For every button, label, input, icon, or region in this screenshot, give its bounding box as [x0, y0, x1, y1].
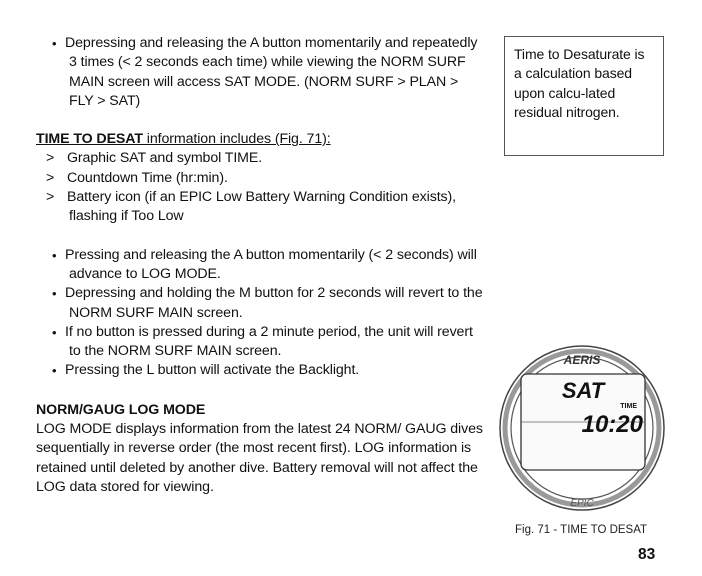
list-item-text: Battery icon (if an EPIC Low Battery Warning Condition exists), flashing if Too Low — [67, 189, 457, 225]
intro-bullet-list — [36, 34, 486, 111]
list-item: • Depressing and holding the M button for 2 seconds will revert to the NORM SURF MAIN screen. — [36, 284, 486, 323]
list-item — [36, 169, 486, 188]
time-to-desat-list — [36, 149, 486, 226]
list-item — [36, 149, 486, 168]
time-to-desat-heading — [36, 130, 486, 149]
main-text-column — [36, 34, 486, 497]
lcd-mode-text: SAT — [561, 378, 605, 403]
device-brand-bottom: EPIC — [570, 498, 594, 509]
lcd-time-label: TIME — [620, 403, 637, 410]
list-item: • Pressing and releasing the A button momentarily (< 2 seconds) will advance to LOG MODE. — [36, 246, 486, 285]
heading-rest-text: information includes (Fig. 71): — [142, 131, 331, 148]
list-marker: > — [46, 169, 55, 186]
list-item — [36, 188, 486, 227]
heading-bold-text: TIME TO DESAT — [36, 131, 143, 148]
log-mode-paragraph: LOG MODE displays information from the latest 24 NORM/ GAUG dives sequentially in reverse order (the most recent first). LOG information is retained until deleted by another dive. Battery removal will not affect the LOG data stored for viewing. — [36, 421, 483, 495]
list-item: • Pressing the L button will activate the Backlight. — [36, 361, 486, 380]
sidebar-note-text: Time to Desaturate is a calculation based upon calcu-lated residual nitrogen. — [514, 46, 645, 121]
sidebar-note — [504, 36, 664, 156]
lcd-time-value: 10:20 — [581, 411, 643, 438]
list-marker: > — [46, 189, 55, 206]
list-item-text: Countdown Time (hr:min). — [67, 169, 228, 186]
list-item: • If no button is pressed during a 2 minute period, the unit will revert to the NORM SURF MAIN screen. — [36, 323, 486, 362]
spacer — [36, 227, 486, 246]
log-mode-title: NORM/GAUG LOG MODE — [36, 401, 206, 418]
device-brand-top: AERIS — [563, 353, 601, 367]
button-bullet-list — [36, 246, 486, 381]
dive-computer-illustration — [497, 340, 667, 520]
list-item-text: Graphic SAT and symbol TIME. — [67, 150, 263, 167]
page-number: 83 — [638, 546, 656, 563]
list-marker: > — [46, 150, 55, 167]
figure-caption: Fig. 71 - TIME TO DESAT — [515, 524, 648, 536]
list-item: • Depressing and releasing the A button momentarily and repeatedly 3 times (< 2 seconds each time) while viewing the NORM SURF MAIN screen will access SAT MODE. (NORM SURF > PLAN > FLY > SAT) — [36, 34, 486, 111]
